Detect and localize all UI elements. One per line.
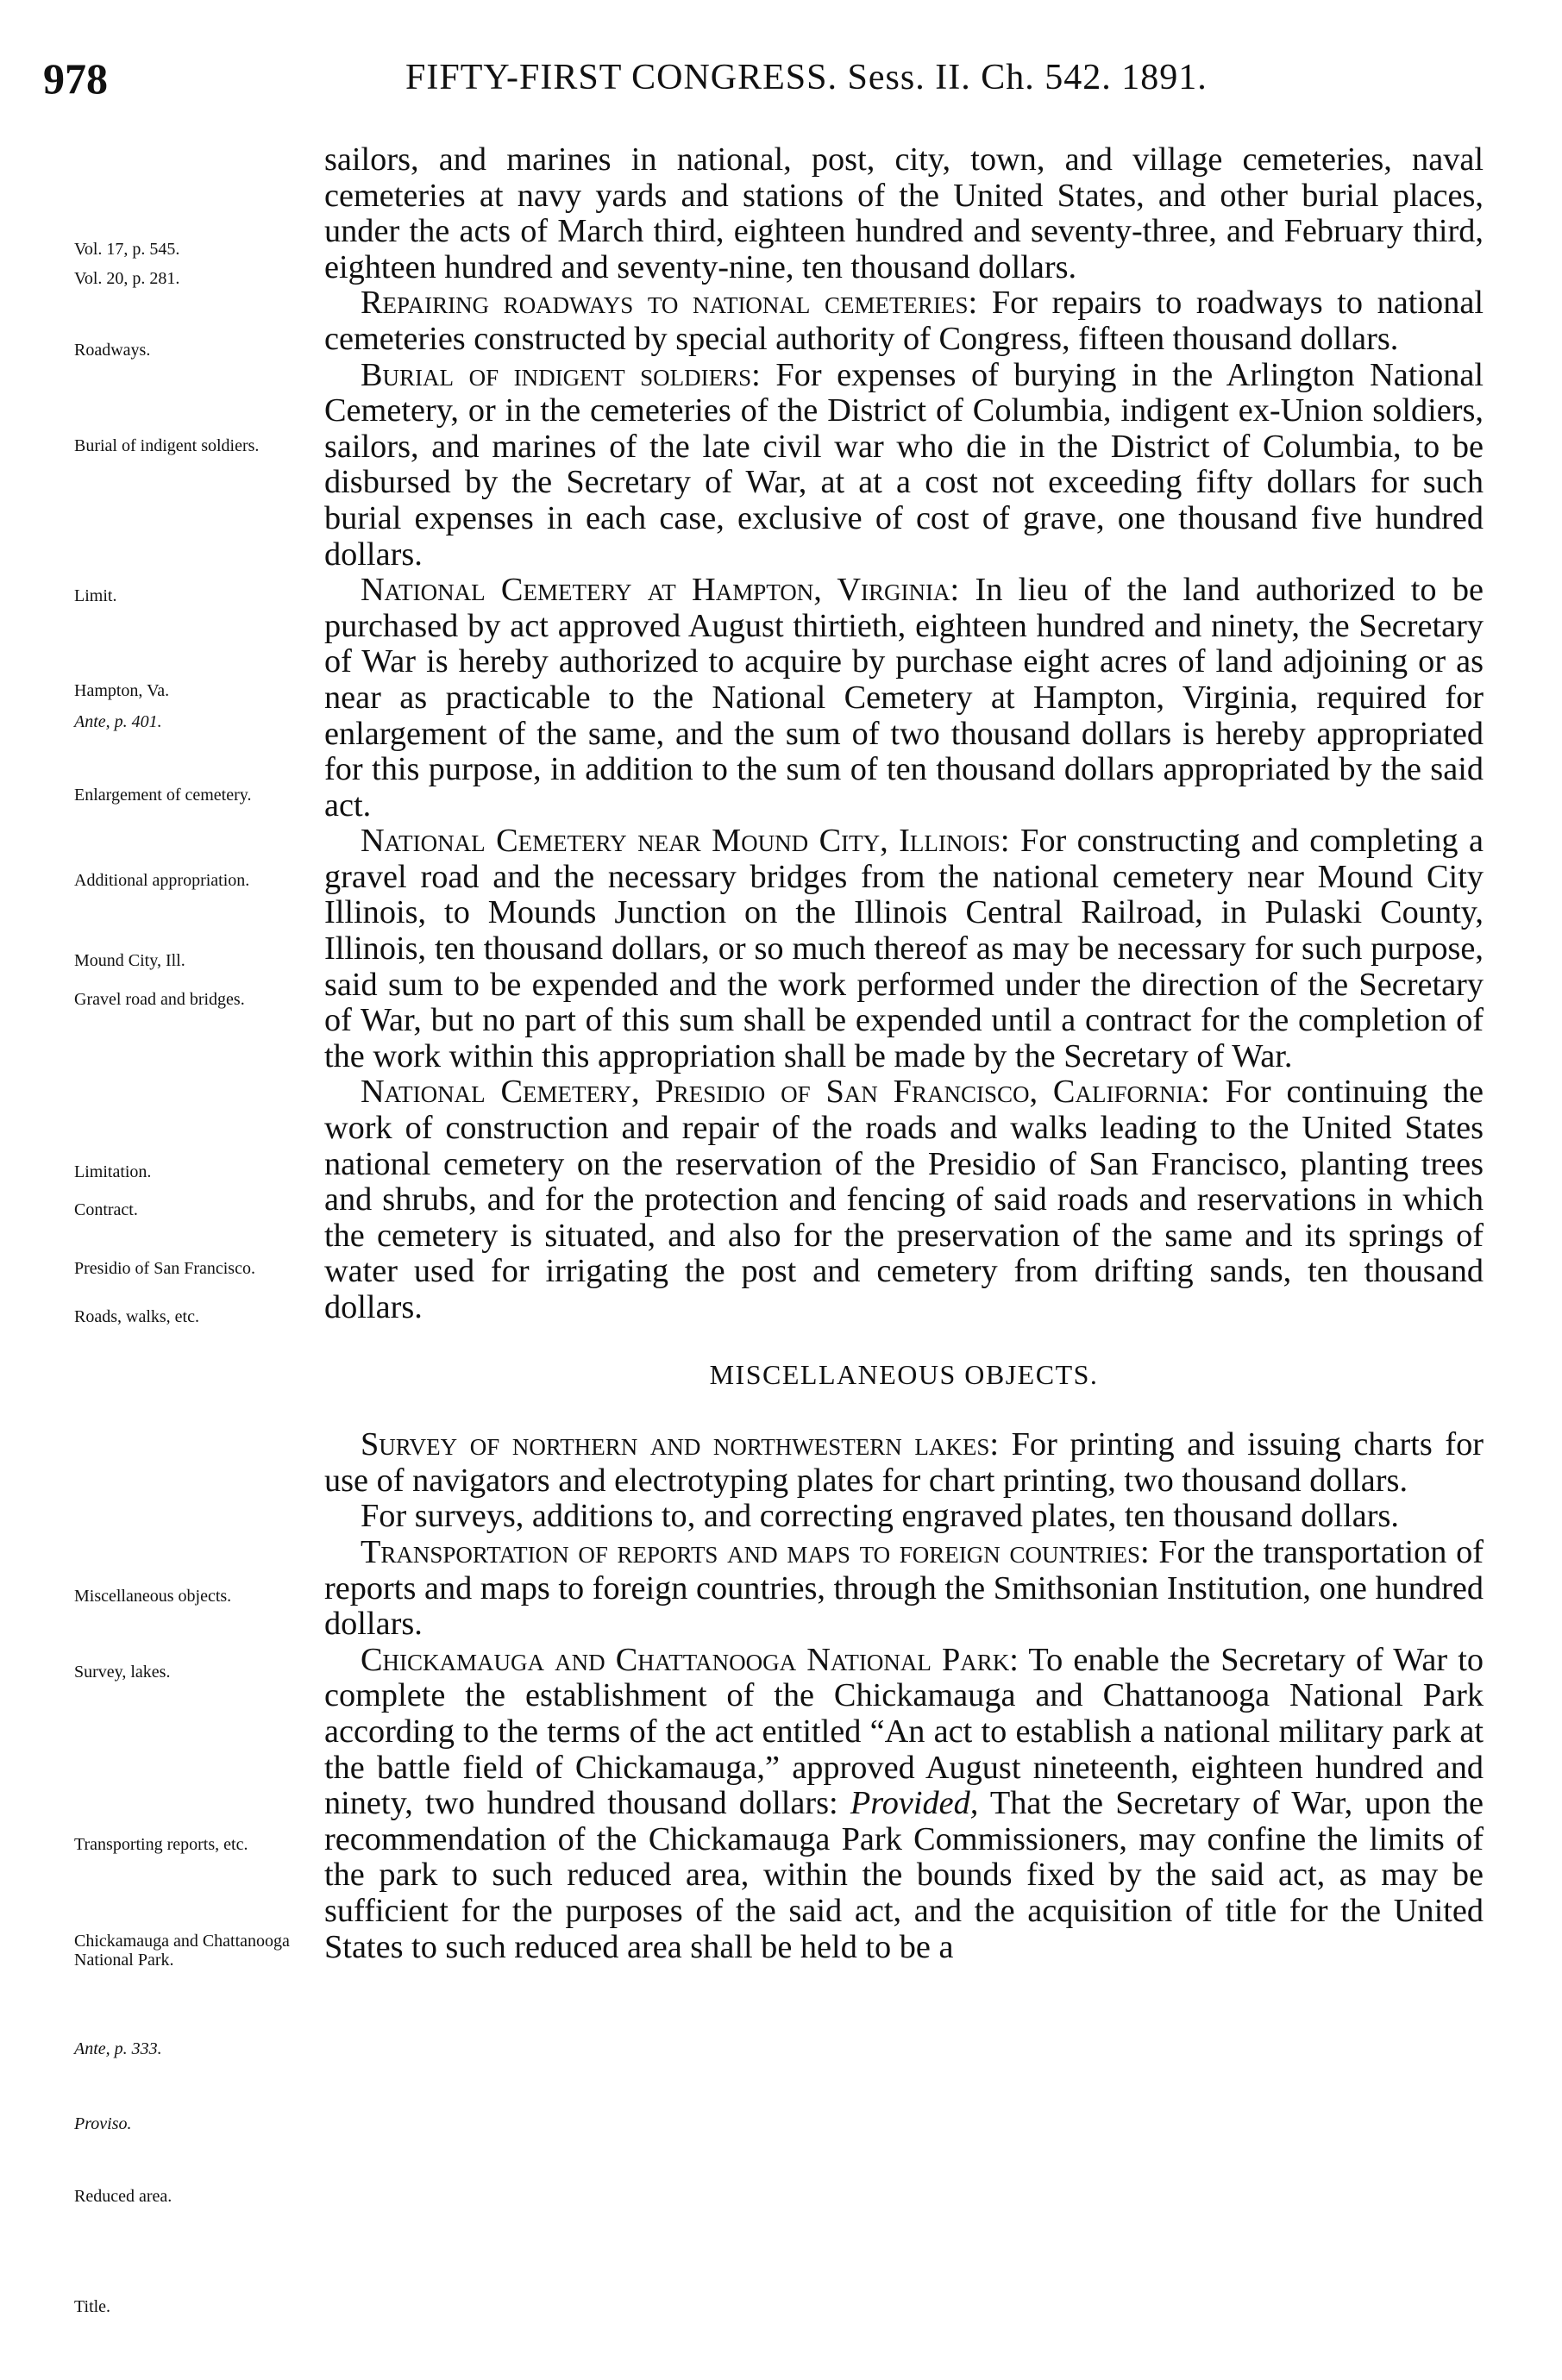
paragraph: sailors, and marines in national, post, city, town, and village cemeteries, naval cemeteries at navy yards and stations of the United States, and other burial places, under the acts of March third, eighteen hundred and seventy-three, and February third, eighteen hundred and seventy-nine, ten thousand dollars. [324, 141, 1484, 285]
paragraph-heading: Survey of northern and northwestern lakes: [361, 1426, 1000, 1463]
margin-note: Title. [74, 2297, 111, 2316]
section-heading: MISCELLANEOUS OBJECTS. [709, 1358, 1099, 1390]
margin-note: Presidio of San Francisco. [74, 1259, 255, 1278]
margin-note: Vol. 20, p. 281. [74, 269, 180, 288]
paragraph-heading: Repairing roadways to national cemeteries: [361, 285, 978, 322]
running-title: FIFTY-FIRST CONGRESS. Sess. II. Ch. 542. 1891. [405, 58, 1208, 97]
paragraph: National Cemetery at Hampton, Virginia: In lieu of the land authorized to be purchased by act approved August thirtieth, eighteen hundred and ninety, the Secretary of War is hereby authorized to acquire by purchase eight acres of land adjoining or as near as practicable to the National Cemetery at Hampton, Virginia, required for enlargement of the same, and the sum of two thousand dollars is hereby appropriated for this purpose, in addition to the sum of ten thousand dollars appropriated by the said act. [324, 572, 1484, 824]
paragraph-heading: Chickamauga and Chattanooga National Park: [361, 1641, 1019, 1678]
margin-note: Roadways. [74, 341, 151, 360]
page-number: 978 [43, 54, 108, 103]
paragraph-heading: National Cemetery, Presidio of San Francisco, California: [361, 1074, 1210, 1111]
margin-note: Mound City, Ill. [74, 951, 185, 970]
paragraph: Burial of indigent soldiers: For expenses of burying in the Arlington National Cemetery, or in the cemeteries of the District of Columbia, indigent ex-Union soldiers, sailors, and marines of the late civil war who die in the District of Columbia, to be disbursed by the Secretary of War, at at a cost not exceeding fifty dollars for such burial expenses in each case, exclusive of cost of grave, one thousand five hundred dollars. [324, 356, 1484, 573]
paragraph: Survey of northern and northwestern lakes: For printing and issuing charts for use of navigators and electrotyping plates for chart printing, two thousand dollars. [324, 1426, 1484, 1499]
margin-note: Limitation. [74, 1162, 152, 1181]
paragraph-heading: Transportation of reports and maps to foreign countries: [361, 1533, 1150, 1570]
margin-note: Burial of indigent soldiers. [74, 436, 260, 455]
paragraph-heading: National Cemetery at Hampton, Virginia: [361, 572, 960, 609]
proviso-word: Provided, [850, 1785, 979, 1822]
margin-note: Enlargement of cemetery. [74, 786, 252, 805]
margin-note: Ante, p. 333. [74, 2039, 162, 2058]
margin-note: Proviso. [74, 2114, 132, 2133]
margin-note: Limit. [74, 586, 117, 605]
margin-note: Ante, p. 401. [74, 712, 162, 731]
margin-note: Roads, walks, etc. [74, 1307, 199, 1326]
paragraph: For surveys, additions to, and correcting engraved plates, ten thousand dollars. [361, 1498, 1399, 1535]
paragraph: National Cemetery near Mound City, Illinois: For constructing and completing a gravel road and the necessary bridges from the national cemetery near Mound City Illinois, to Mounds Junction on the Illinois Central Railroad, in Pulaski County, Illinois, ten thousand dollars, or so much thereof as may be necessary for such purpose, said sum to be expended and the work performed under the direction of the Secretary of War, but no part of this sum shall be expended until a contract for the completion of the work within this appropriation shall be made by the Secretary of War. [324, 823, 1484, 1074]
paragraph-heading: National Cemetery near Mound City, Illinois: [361, 823, 1010, 860]
margin-note: Gravel road and bridges. [74, 990, 245, 1009]
margin-note: Survey, lakes. [74, 1663, 171, 1682]
margin-note: Chickamauga and Chattanooga National Park. [74, 1932, 290, 1970]
margin-note: Miscellaneous objects. [74, 1587, 232, 1606]
paragraph: Transportation of reports and maps to foreign countries: For the transportation of reports and maps to foreign countries, through the Smithsonian Institution, one hundred dollars. [324, 1533, 1484, 1643]
paragraph: Chickamauga and Chattanooga National Park: To enable the Secretary of War to complete the establishment of the Chickamauga and Chattanooga National Park according to the terms of the act entitled “An act to establish a national military park at the battle field of Chickamauga,” approved August nineteenth, eighteen hundred and ninety, two hundred thousand dollars: Provided, That the Secretary of War, upon the recommendation of the Chickamauga Park Commissioners, may confine the limits of the park to such reduced area, within the bounds fixed by the said act, as may be sufficient for the purposes of the said act, and the acquisition of title for the United States to such reduced area shall be held to be a [324, 1641, 1484, 1965]
paragraph-heading: Burial of indigent soldiers: [361, 356, 761, 393]
paragraph: Repairing roadways to national cemeteries: For repairs to roadways to national cemeteries constructed by special authority of Congress, fifteen thousand dollars. [324, 285, 1484, 357]
margin-note: Additional appropriation. [74, 871, 250, 890]
body-text [324, 142, 1484, 1965]
margin-note: Transporting reports, etc. [74, 1835, 248, 1854]
paragraph: National Cemetery, Presidio of San Francisco, California: For continuing the work of construction and repair of the roads and walks leading to the United States national cemetery on the reservation of the Presidio of San Francisco, planting trees and shrubs, and for the protection and fencing of said roads and reservations in which the cemetery is situated, and also for the preservation of the same and its springs of water used for irrigating the post and cemetery from drifting sands, ten thousand dollars. [324, 1074, 1484, 1325]
margin-note: Contract. [74, 1200, 138, 1219]
margin-note: Hampton, Va. [74, 681, 170, 700]
margin-note: Vol. 17, p. 545. [74, 240, 180, 259]
margin-note: Reduced area. [74, 2187, 173, 2206]
